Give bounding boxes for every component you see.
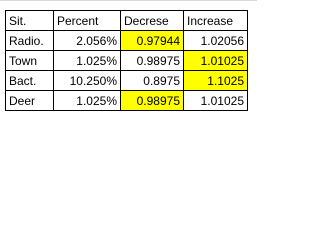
- header-cell-decrease[interactable]: Decrese: [121, 11, 184, 31]
- cell-site[interactable]: Town: [6, 51, 54, 71]
- table-row: [6, 91, 248, 111]
- cell-percent[interactable]: 2.056%: [54, 31, 121, 51]
- cell-site[interactable]: Bact.: [6, 71, 54, 91]
- table-row: [6, 51, 248, 71]
- cell-percent[interactable]: 1.025%: [54, 91, 121, 111]
- cell-decrease[interactable]: 0.97944: [121, 31, 184, 51]
- cell-percent[interactable]: 1.025%: [54, 51, 121, 71]
- header-cell-percent[interactable]: Percent: [54, 11, 121, 31]
- header-cell-site[interactable]: Sit.: [6, 11, 54, 31]
- cell-increase[interactable]: 1.01025: [184, 51, 248, 71]
- table-row: [6, 71, 248, 91]
- cell-site[interactable]: Deer: [6, 91, 54, 111]
- cell-increase[interactable]: 1.1025: [184, 71, 248, 91]
- cell-increase[interactable]: 1.01025: [184, 91, 248, 111]
- cell-increase[interactable]: 1.02056: [184, 31, 248, 51]
- cell-decrease[interactable]: 0.8975: [121, 71, 184, 91]
- cell-site[interactable]: Radio.: [6, 31, 54, 51]
- cell-decrease[interactable]: 0.98975: [121, 51, 184, 71]
- table-row: [6, 31, 248, 51]
- cell-percent[interactable]: 10.250%: [54, 71, 121, 91]
- data-table: [5, 10, 248, 111]
- cell-decrease[interactable]: 0.98975: [121, 91, 184, 111]
- spreadsheet-area: [0, 0, 257, 121]
- header-row: [6, 11, 248, 31]
- header-cell-increase[interactable]: Increase: [184, 11, 248, 31]
